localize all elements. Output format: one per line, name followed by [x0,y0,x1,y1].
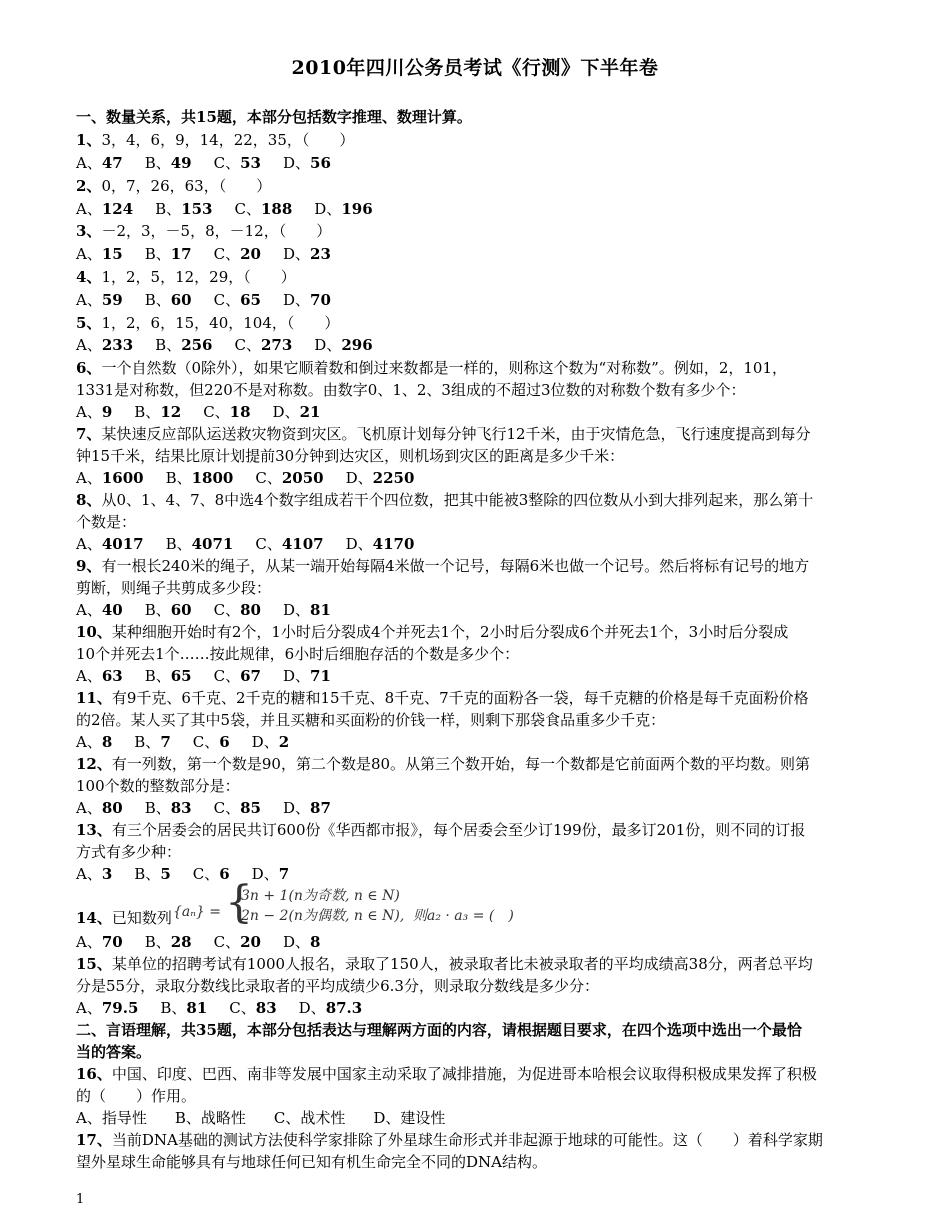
question-7-cont: 钟15千米，结果比原计划提前30分钟到达灾区，则机场到灾区的距离是多少千米： [76,447,625,465]
option-d: D、4170 [345,535,415,553]
options-15 [76,998,384,1018]
option-c: C、67 [213,667,261,685]
option-a: A、3 [76,865,113,883]
option-b: B、81 [160,999,208,1017]
option-d: D、7 [251,865,290,883]
option-c: C、83 [229,999,277,1017]
question-17 [76,1130,823,1150]
options-13 [76,864,311,884]
option-b: B、83 [144,799,192,817]
question-13 [76,820,805,840]
question-16 [76,1064,817,1084]
option-b: B、65 [144,667,192,685]
question-8-cont: 个数是： [76,513,137,531]
options-9 [76,600,353,620]
option-c: C、65 [213,291,261,309]
option-c: C、85 [213,799,261,817]
option-b: B、256 [155,336,213,354]
options-1 [76,153,353,173]
question-text: 一个自然数（0除外），如果它顺着数和倒过来数都是一样的，则称这个数为“对称数”。例如，2，101， [101,359,787,377]
option-c: C、2050 [255,469,324,487]
option-a: A、47 [76,154,123,172]
question-6 [76,358,787,378]
question-text: 已知数列 [111,909,172,927]
option-d: D、71 [282,667,331,685]
formula-case-2: 2n − 2(n为偶数, n ∈ N), [241,908,405,924]
options-11 [76,732,311,752]
question-9-cont: 剪断，则绳子共剪成多少段： [76,579,272,597]
question-text: 某快速反应部队运送救灾物资到灾区。飞机原计划每分钟飞行12千米，由于灾情危急，飞行速度提高到每分 [101,425,811,443]
question-text: 1，2，5，12，29，（ ） [101,268,296,286]
question-15-cont: 分是55分，录取分数线比录取者的平均成绩少6.3分，则录取分数线是多少分： [76,977,599,995]
formula-brace: { [225,877,253,928]
question-text: 1，2，6，15，40，104，（ ） [101,314,340,332]
question-number: 16、 [76,1065,112,1083]
option-d: D、23 [282,245,331,263]
question-text: 有一列数，第一个数是90，第二个数是80。从第三个数开始，每一个数都是它前面两个数的平均数。则第 [111,755,811,773]
question-number: 8、 [76,491,102,509]
options-3 [76,244,353,264]
option-d: D、56 [282,154,331,172]
option-b: B、17 [144,245,192,263]
question-16-cont: 的（ ）作用。 [76,1087,197,1105]
question-text: －2，3，－5，8，－12，（ ） [101,222,332,240]
option-c: C、20 [213,933,261,951]
formula-seq: {aₙ} = [173,904,222,920]
question-text: 当前DNA基础的测试方法使科学家排除了外星球生命形式并非起源于地球的可能性。这（ ）着科学家期 [111,1131,823,1149]
options-8 [76,534,436,554]
option-c: C、80 [213,601,261,619]
question-number: 10、 [76,623,112,641]
question-text: 有三个居委会的居民共订600份《华西都市报》，每个居委会至少订199份，最多订201份，则不同的订报 [111,821,806,839]
option-c: C、4107 [255,535,324,553]
question-text: 有一根长240米的绳子，从某一端开始每隔4米做一个记号，每隔6米也做一个记号。然后将标有记号的地方 [101,557,810,575]
option-b: B、153 [155,200,213,218]
option-c: C、6 [192,733,230,751]
question-10 [76,622,788,642]
option-a: A、124 [76,200,134,218]
option-b: B、1800 [165,469,234,487]
question-text: 3，4，6，9，14，22，35，（ ） [101,131,355,149]
option-b: B、12 [134,403,182,421]
option-a: A、80 [76,799,123,817]
option-a: A、指导性 [76,1109,147,1127]
question-12-cont: 100个数的整数部分是： [76,777,240,795]
option-c: C、20 [213,245,261,263]
option-c: C、188 [234,200,293,218]
question-number: 13、 [76,821,112,839]
option-b: B、5 [134,865,171,883]
question-5 [76,313,339,333]
option-a: A、8 [76,733,113,751]
option-c: C、战术性 [273,1109,346,1127]
question-number: 2、 [76,177,102,195]
option-d: D、8 [282,933,321,951]
question-number: 12、 [76,755,112,773]
section-heading-1: 一、数量关系，共15题，本部分包括数字推理、数理计算。 [76,108,472,126]
option-d: D、81 [282,601,331,619]
options-6 [76,402,342,422]
section-heading-2: 二、言语理解，共35题，本部分包括表达与理解两方面的内容，请根据题目要求，在四个选项中选出一个最恰 [76,1021,802,1039]
option-d: D、296 [314,336,373,354]
options-10 [76,666,353,686]
page-title: 2010年四川公务员考试《行测》下半年卷 [291,57,659,79]
option-d: D、70 [282,291,331,309]
question-text: 0，7，26，63，（ ） [101,177,272,195]
option-c: C、273 [234,336,293,354]
question-number: 4、 [76,268,102,286]
question-text: 某单位的招聘考试有1000人报名，录取了150人，被录取者比未被录取者的平均成绩高38分，两者总平均 [111,955,813,973]
question-number: 9、 [76,557,102,575]
question-number: 17、 [76,1131,112,1149]
option-b: B、7 [134,733,171,751]
question-14 [76,908,172,928]
question-number: 11、 [76,689,112,707]
question-17-cont: 望外星球生命能够具有与地球任何已知有机生命完全不同的DNA结构。 [76,1153,547,1171]
options-16 [76,1108,467,1128]
options-5 [76,335,395,355]
options-14 [76,932,342,952]
option-a: A、15 [76,245,123,263]
question-13-cont: 方式有多少种： [76,843,182,861]
page-number: 1 [76,1192,85,1207]
option-d: D、建设性 [373,1109,446,1127]
options-2 [76,199,395,219]
question-number: 1、 [76,131,102,149]
question-text: 某种细胞开始时有2个，1小时后分裂成4个并死去1个，2小时后分裂成6个并死去1个，3小时后分裂成 [111,623,789,641]
option-d: D、2 [251,733,290,751]
option-d: D、196 [314,200,373,218]
question-4 [76,267,296,287]
option-b: B、战略性 [174,1109,246,1127]
section-heading-2-cont: 当的答案。 [76,1043,152,1061]
option-a: A、1600 [76,469,144,487]
question-number: 3、 [76,222,102,240]
question-8 [76,490,813,510]
question-3 [76,221,331,241]
question-12 [76,754,810,774]
option-c: C、18 [203,403,251,421]
question-11-cont: 的2倍。某人买了其中5袋，并且买糖和买面粉的价钱一样，则剩下那袋食品重多少千克： [76,711,666,729]
option-a: A、4017 [76,535,144,553]
option-c: C、6 [192,865,230,883]
question-text: 从0、1、4、7、8中选4个数字组成若干个四位数，把其中能被3整除的四位数从小到大排列起来，那么第十 [101,491,814,509]
option-a: A、70 [76,933,123,951]
question-number: 5、 [76,314,102,332]
question-1 [76,130,354,150]
question-text: 中国、印度、巴西、南非等发展中国家主动采取了减排措施，为促进哥本哈根会议取得积极成果发挥了积极 [111,1065,817,1083]
option-d: D、21 [272,403,321,421]
question-7 [76,424,811,444]
option-d: D、87 [282,799,331,817]
question-number: 6、 [76,359,102,377]
question-number: 14、 [76,909,112,927]
question-11 [76,688,809,708]
option-a: A、59 [76,291,123,309]
options-4 [76,290,353,310]
option-d: D、2250 [345,469,415,487]
option-b: B、60 [144,291,192,309]
question-9 [76,556,809,576]
question-text: 有9千克、6千克、2千克的糖和15千克、8千克、7千克的面粉各一袋，每千克糖的价格是每千克面粉价格 [111,689,809,707]
option-a: A、40 [76,601,123,619]
option-a: A、9 [76,403,113,421]
option-b: B、49 [144,154,192,172]
question-15 [76,954,813,974]
options-7 [76,468,436,488]
question-number: 7、 [76,425,102,443]
option-d: D、87.3 [298,999,363,1017]
option-b: B、28 [144,933,192,951]
question-number: 15、 [76,955,112,973]
question-6-cont: 1331是对称数，但220不是对称数。由数字0、1、2、3组成的不超过3位数的对称数个数有多少个： [76,381,746,399]
options-12 [76,798,353,818]
formula-case-1: 3n + 1(n为奇数, n ∈ N) [241,888,400,904]
option-a: A、79.5 [76,999,139,1017]
option-a: A、63 [76,667,123,685]
question-2 [76,176,271,196]
option-b: B、60 [144,601,192,619]
option-c: C、53 [213,154,261,172]
option-b: B、4071 [165,535,234,553]
option-a: A、233 [76,336,134,354]
formula-tail: 则a₂ · a₃ = ( ) [413,908,514,924]
question-10-cont: 10个并死去1个……按此规律，6小时后细胞存活的个数是多少个： [76,645,520,663]
